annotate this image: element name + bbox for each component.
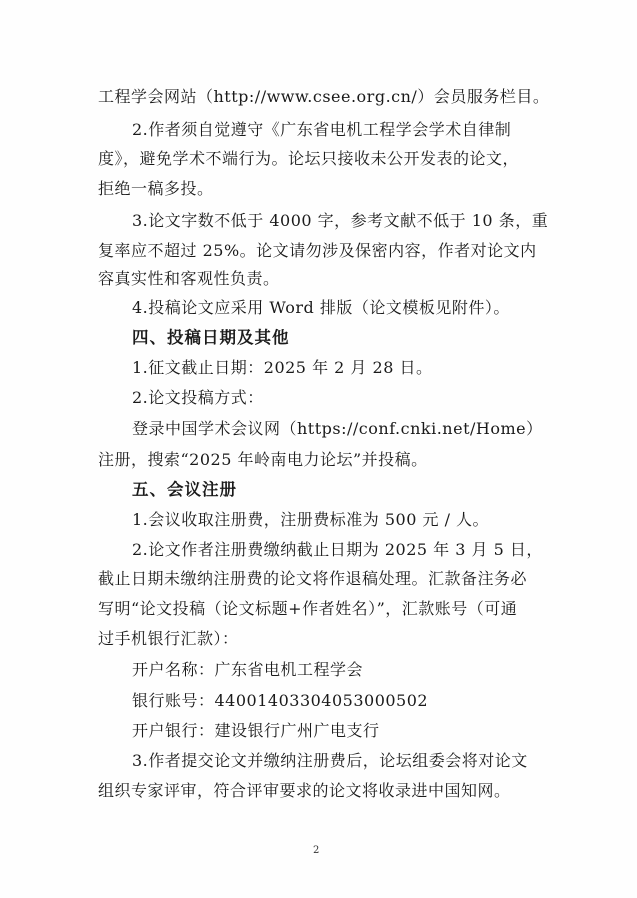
text-line: 截止日期未缴纳注册费的论文将作退稿处理。汇款备注务必 xyxy=(98,569,528,588)
text-line: 组织专家评审，符合评审要求的论文将收录进中国知网。 xyxy=(98,781,511,800)
text-line: 过手机银行汇款）： xyxy=(98,629,239,648)
text-line: 开户名称：广东省电机工程学会 xyxy=(132,660,364,679)
text-line: 度》，避免学术不端行为。论坛只接收未公开发表的论文， xyxy=(98,149,520,168)
text-line: 写明“论文投稿（论文标题+作者姓名）”，汇款账号（可通 xyxy=(98,599,518,618)
text-line: 拒绝一稿多投。 xyxy=(98,179,214,198)
page-number: 2 xyxy=(313,845,320,856)
text-line: 2.论文投稿方式： xyxy=(132,388,264,407)
text-line: 银行账号：44001403304053000502 xyxy=(132,691,429,710)
text-line: 注册，搜索“2025 年岭南电力论坛”并投稿。 xyxy=(98,450,428,469)
text-line: 开户银行：建设银行广州广电支行 xyxy=(132,721,380,740)
text-line: 1.会议收取注册费，注册费标准为 500 元 / 人。 xyxy=(132,510,490,529)
text-line: 4.投稿论文应采用 Word 排版（论文模板见附件）。 xyxy=(132,298,510,317)
text-line: 3.论文字数不低于 4000 字，参考文献不低于 10 条，重 xyxy=(132,211,549,230)
text-line: 登录中国学术会议网（https://conf.cnki.net/Home） xyxy=(132,419,543,438)
text-line: 容真实性和客观性负责。 xyxy=(98,269,280,288)
text-line: 2.论文作者注册费缴纳截止日期为 2025 年 3 月 5 日， xyxy=(132,540,543,559)
text-line: 3.作者提交论文并缴纳注册费后，论坛组委会将对论文 xyxy=(132,751,528,770)
text-line: 2.作者须自觉遵守《广东省电机工程学会学术自律制 xyxy=(132,120,512,139)
text-line: 1.征文截止日期：2025 年 2 月 28 日。 xyxy=(132,358,433,377)
section-heading: 四、投稿日期及其他 xyxy=(132,328,290,347)
section-heading: 五、会议注册 xyxy=(132,480,237,499)
text-line: 工程学会网站（http://www.csee.org.cn/）会员服务栏目。 xyxy=(98,87,550,106)
text-line: 复率应不超过 25%。论文请勿涉及保密内容，作者对论文内 xyxy=(98,241,537,260)
